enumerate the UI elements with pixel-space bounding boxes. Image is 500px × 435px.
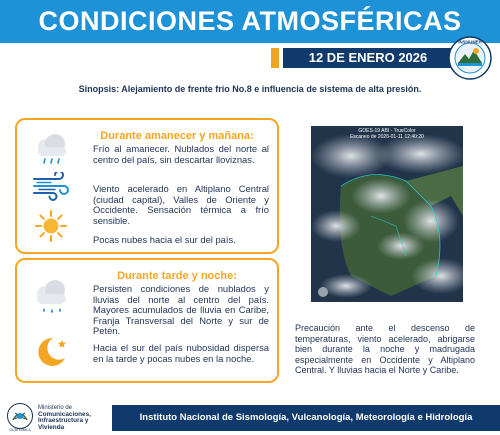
ministry-line4: Vivienda [38,423,65,431]
insivumeh-seal-icon [448,36,492,80]
moon-star-icon [31,334,71,370]
morning-paragraph-2: Viento acelerado en Altiplano Central (ciudad capital), Valles de Oriente y Occidente. Sensación térmica a frío sensible. [93,183,269,226]
morning-paragraph-3: Pocas nubes hacia el sur del país. [93,234,236,245]
seal-text: INSIVUMEH [458,39,482,45]
page-title: CONDICIONES ATMOSFÉRICAS [38,6,462,36]
gov-caption: GUATEMALA [9,428,31,432]
ministry-name [38,405,91,431]
ministry-line2: Comunicaciones, [38,410,91,418]
evening-title: Durante tarde y noche: [117,270,237,282]
satellite-image [311,126,463,302]
institute-name: Instituto Nacional de Sismología, Vulcanología, Meteorología e Hidrología [139,412,473,423]
sun-icon [31,208,71,244]
satellite-caption [311,128,463,140]
date-accent [271,48,279,68]
date-badge: 12 DE ENERO 2026 [283,48,453,68]
morning-title: Durante amanecer y mañana: [100,130,254,142]
guatemala-seal-icon [6,402,34,430]
ministry-line3: Infraestructura y [38,417,89,425]
evening-card [15,258,279,383]
evening-paragraph-2: Hacia el sur del país nubosidad dispersa en la tarde y pocas nubes en la noche. [93,342,269,364]
satellite-caption-line2: Escaneo de 2026-01-11 12:40:20 [350,134,424,140]
satellite-caption-line1: GOES-19 ABI - TrueColor [358,128,416,134]
ministry-line1: Ministerio de [38,405,73,411]
cloud-drizzle-icon [31,132,71,168]
synopsis-text: Sinopsis: Alejamiento de frente frío No.8 e influencia de sistema de alta presión. [78,84,422,94]
morning-card [15,118,279,254]
morning-paragraph-1: Frío al amanecer. Nublados del norte al centro del país, sin descartar lloviznas. [93,143,269,165]
wind-icon [31,172,71,202]
evening-paragraph-1: Persisten condiciones de nublados y lluvias del norte al centro del país. Mayores acumulados de lluvia en Caribe, Franja Transversal del Norte y sur de Petén. [93,283,269,337]
cloud-rain-icon [31,278,71,318]
precaution-text: Precaución ante el descenso de temperaturas, viento acelerado, abrigarse bien durante la noche y madrugada especialmente en Occidente y Altiplano Central. Y lluvias hacia el Norte y Caribe. [295,323,475,375]
